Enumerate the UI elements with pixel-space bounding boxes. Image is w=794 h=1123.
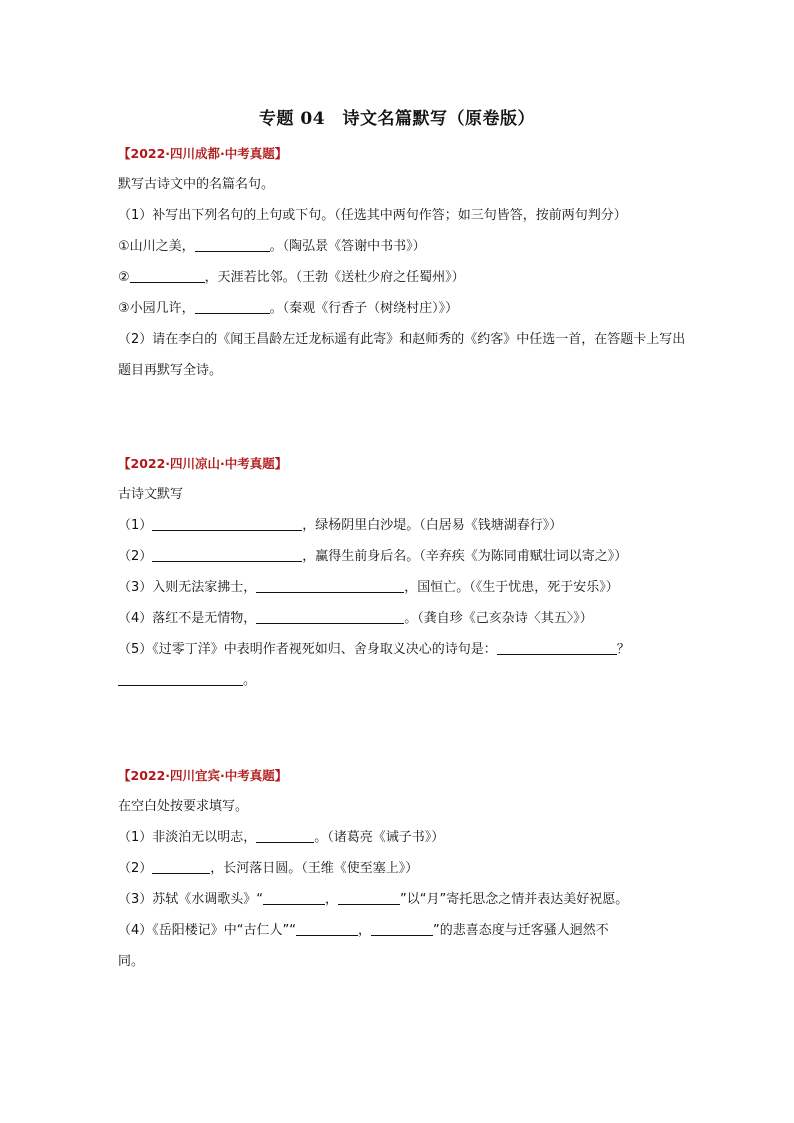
answer-blank[interactable] (256, 828, 314, 843)
answer-blank[interactable] (118, 671, 243, 686)
fill-line-1: ①山川之美， 。（陶弘景《答谢中书书》） (118, 239, 426, 254)
answer-blank[interactable] (152, 547, 302, 562)
section-yibin (118, 760, 688, 977)
answer-blank[interactable] (152, 859, 210, 874)
question-part-2: （2）请在李白的《闻王昌龄左迁龙标遥有此寄》和赵师秀的《约客》中任选一首，在答题卡上写出题目再默写全诗。 (118, 332, 686, 378)
fill-line-2: （2） ，长河落日圆。（王维《使至塞上》） (118, 861, 419, 876)
fill-line-2: （2） ，赢得生前身后名。（辛弃疾《为陈同甫赋壮词以寄之》） (118, 549, 628, 564)
section-liangshan (118, 448, 688, 696)
answer-blank[interactable] (371, 921, 433, 936)
fill-line-5: （5）《过零丁洋》中表明作者视死如归、舍身取义决心的诗句是： ？ (118, 642, 630, 657)
fill-line-3: （3）苏轼《水调歌头》“ ， ”以“月”寄托思念之情并表达美好祝愿。 (118, 892, 629, 907)
fill-line-1: （1） ，绿杨阴里白沙堤。（白居易《钱塘湖春行》） (118, 518, 563, 533)
source-tag: 【2022·四川宜宾·中考真题】 (118, 768, 288, 783)
question-intro: 默写古诗文中的名篇名句。 (118, 177, 275, 192)
fill-line-1: （1）非淡泊无以明志， 。（诸葛亮《诫子书》） (118, 830, 445, 845)
answer-blank[interactable] (256, 578, 404, 593)
answer-blank[interactable] (263, 890, 325, 905)
answer-blank[interactable] (195, 237, 270, 252)
fill-line-4: （4）落红不是无情物， 。（龚自珍《己亥杂诗〈其五〉》） (118, 611, 593, 626)
answer-blank[interactable] (256, 609, 404, 624)
answer-blank[interactable] (296, 921, 358, 936)
answer-blank[interactable] (195, 299, 270, 314)
fill-line-4: （4）《岳阳楼记》中“古仁人”“ ， ”的悲喜态度与迁客骚人迥然不 (118, 923, 609, 938)
answer-blank[interactable] (497, 640, 617, 655)
question-intro: 在空白处按要求填写。 (118, 799, 249, 814)
question-intro: 古诗文默写 (118, 487, 184, 502)
answer-blank[interactable] (152, 516, 302, 531)
source-tag: 【2022·四川凉山·中考真题】 (118, 456, 288, 471)
section-chengdu (118, 138, 688, 386)
fill-line-3: （3）入则无法家拂士， ，国恒亡。（《生于忧患，死于安乐》） (118, 580, 619, 595)
fill-line-3: ③小园几许， 。（秦观《行香子（树绕村庄）》） (118, 301, 459, 316)
fill-line-6: 。 (118, 665, 688, 696)
page-title: 专题 04 诗文名篇默写（原卷版） (258, 109, 536, 129)
answer-blank[interactable] (130, 268, 205, 283)
answer-blank[interactable] (338, 890, 400, 905)
source-tag: 【2022·四川成都·中考真题】 (118, 146, 288, 161)
fill-line-2: ② ，天涯若比邻。（王勃《送杜少府之任蜀州》） (118, 270, 465, 285)
fill-line-5: 同。 (118, 954, 145, 969)
question-part-1: （1）补写出下列名句的上句或下句。（任选其中两句作答；如三句皆答，按前两句判分） (118, 208, 627, 223)
